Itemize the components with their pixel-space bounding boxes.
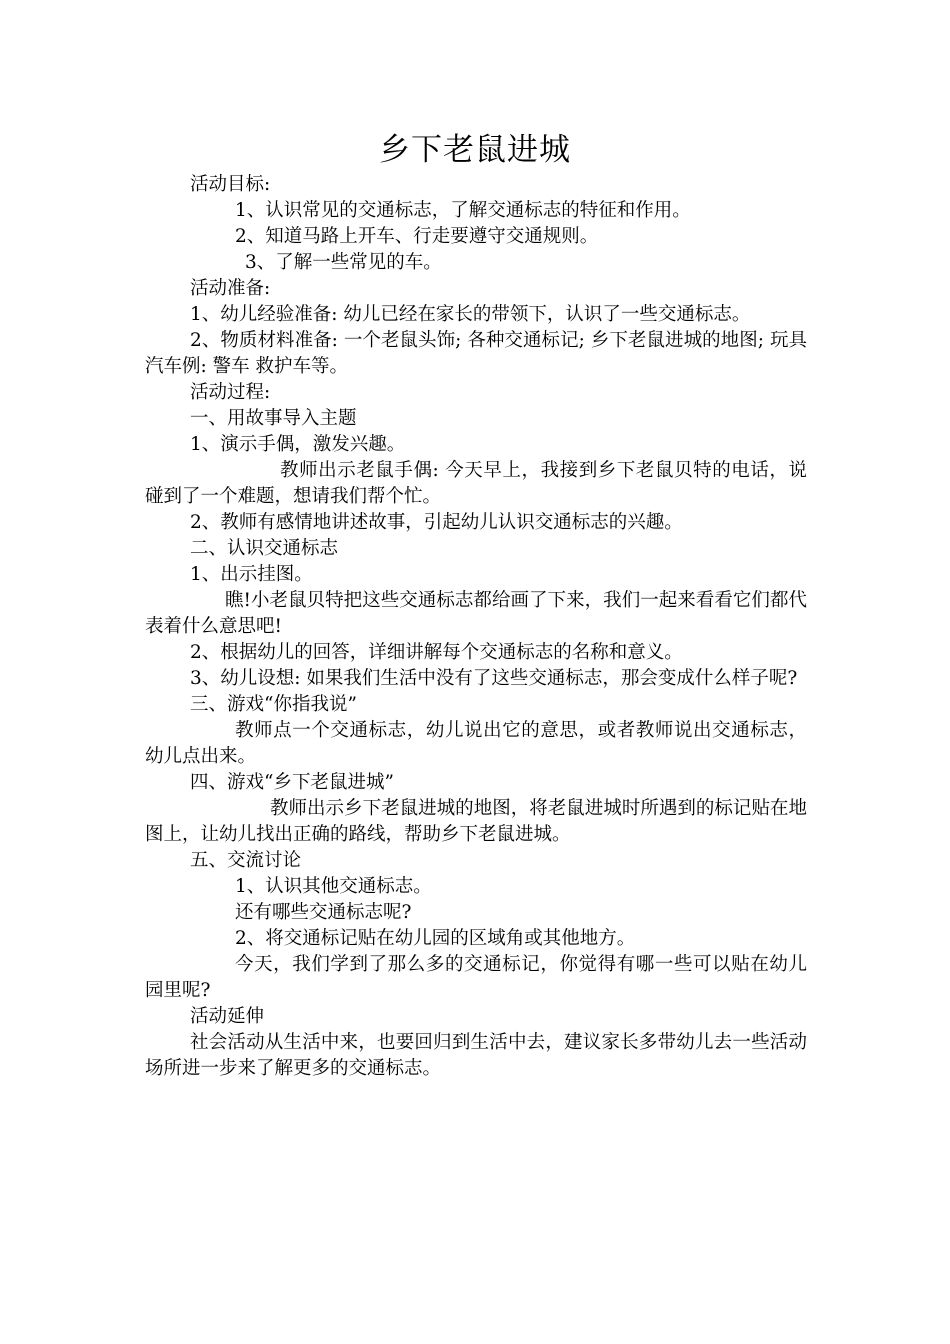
step-item: 2、将交通标记贴在幼儿园的区域角或其他地方。	[235, 928, 636, 949]
step-item: 3、幼儿设想: 如果我们生活中没有了这些交通标志，那会变成什么样子呢?	[190, 668, 798, 689]
paragraph: 今天，我们学到了那么多的交通标记，你觉得有哪一些可以贴在幼儿园里呢?	[145, 954, 807, 1001]
heading-activity-extension: 活动延伸	[190, 1006, 265, 1027]
paragraph: 瞧!小老鼠贝特把这些交通标志都给画了下来，我们一起来看看它们都代表着什么意思吧!	[145, 590, 807, 637]
paragraph: 教师出示老鼠手偶: 今天早上，我接到乡下老鼠贝特的电话，说碰到了一个难题，想请我们帮个忙。	[145, 460, 807, 507]
step-item: 2、教师有感情地讲述故事，引起幼儿认识交通标志的兴趣。	[190, 512, 683, 533]
paragraph: 社会活动从生活中来，也要回归到生活中去，建议家长多带幼儿去一些活动场所进一步来了解更多的交通标志。	[145, 1032, 807, 1079]
preparation-item-1: 1、幼儿经验准备: 幼儿已经在家长的带领下，认识了一些交通标志。	[190, 304, 751, 325]
paragraph: 还有哪些交通标志呢?	[235, 902, 412, 923]
paragraph: 教师点一个交通标志，幼儿说出它的意思，或者教师说出交通标志，幼儿点出来。	[145, 720, 807, 767]
goal-item-3: 3、了解一些常见的车。	[245, 252, 442, 273]
goal-item-2: 2、知道马路上开车、行走要遵守交通规则。	[235, 226, 599, 247]
goal-item-1: 1、认识常见的交通标志，了解交通标志的特征和作用。	[235, 200, 691, 221]
heading-activity-goals: 活动目标:	[190, 174, 271, 195]
document-title: 乡下老鼠进城	[379, 132, 571, 168]
preparation-item-2: 2、物质材料准备: 一个老鼠头饰; 各种交通标记; 乡下老鼠进城的地图; 玩具汽车例: 警车 救护车等。	[145, 330, 807, 377]
heading-activity-process: 活动过程:	[190, 382, 271, 403]
section-heading-5: 五、交流讨论	[190, 850, 302, 871]
section-heading-3: 三、游戏“你指我说”	[190, 694, 357, 715]
paragraph: 教师出示乡下老鼠进城的地图，将老鼠进城时所遇到的标记贴在地图上，让幼儿找出正确的路线，帮助乡下老鼠进城。	[145, 798, 807, 845]
section-heading-4: 四、游戏“乡下老鼠进城”	[190, 772, 394, 793]
document-body	[145, 172, 807, 1082]
step-item: 2、根据幼儿的回答，详细讲解每个交通标志的名称和意义。	[190, 642, 683, 663]
section-heading-1: 一、用故事导入主题	[190, 408, 357, 429]
step-item: 1、认识其他交通标志。	[235, 876, 432, 897]
step-item: 1、出示挂图。	[190, 564, 313, 585]
section-heading-2: 二、认识交通标志	[190, 538, 339, 559]
step-item: 1、演示手偶，激发兴趣。	[190, 434, 406, 455]
heading-activity-preparation: 活动准备:	[190, 278, 271, 299]
